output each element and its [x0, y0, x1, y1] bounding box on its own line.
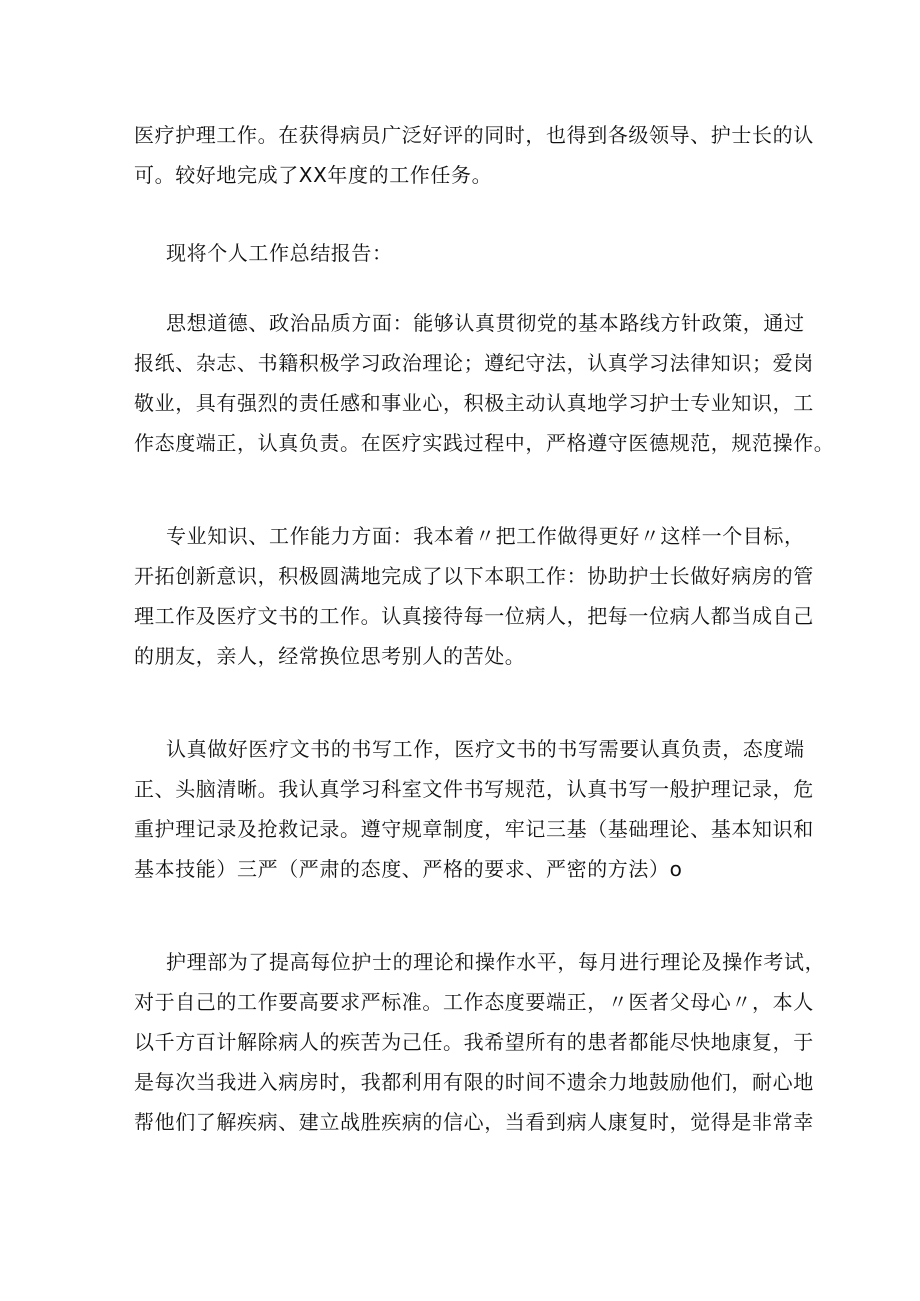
- text-line: 是每次当我进入病房时，我都利用有限的时间不遗余力地鼓励他们，耐心地: [134, 1070, 814, 1094]
- text-line: 现将个人工作总结报告：: [166, 241, 393, 265]
- paragraph-report-heading: [134, 233, 814, 273]
- text-line: 专业知识、工作能力方面：我本着〃把工作做得更好〃这样一个目标，: [166, 524, 805, 548]
- text-line: 正、头脑清晰。我认真学习科室文件书写规范，认真书写一般护理记录，危: [134, 777, 814, 801]
- text-line: 思想道德、政治品质方面：能够认真贯彻党的基本路线方针政策，通过: [166, 311, 805, 335]
- paragraph-medical-documents: [134, 729, 814, 889]
- text-line: 护理部为了提高每位护士的理论和操作水平，每月进行理论及操作考试，: [166, 950, 826, 974]
- text-line: 的朋友，亲人，经常换位思考别人的苦处。: [134, 644, 526, 668]
- paragraph-ideology: [134, 303, 835, 463]
- paragraph-nursing-department: [134, 942, 826, 1142]
- text-line: 作态度端正，认真负责。在医疗实践过程中，严格遵守医德规范，规范操作。: [134, 431, 835, 455]
- text-line: 认真做好医疗文书的书写工作，医疗文书的书写需要认真负责，态度端: [166, 737, 805, 761]
- text-line: 可。较好地完成了XX年度的工作任务。: [134, 163, 493, 187]
- paragraph-professional-skills: [134, 516, 814, 676]
- text-line: 对于自己的工作要高要求严标准。工作态度要端正，〃医者父母心〃，本人: [134, 990, 814, 1014]
- text-line: 医疗护理工作。在获得病员广泛好评的同时，也得到各级领导、护士长的认: [134, 123, 814, 147]
- paragraph-intro: [134, 115, 814, 195]
- text-line: 理工作及医疗文书的工作。认真接待每一位病人，把每一位病人都当成自己: [134, 604, 814, 628]
- text-line: 基本技能）三严（严肃的态度、严格的要求、严密的方法）o: [134, 857, 683, 881]
- text-line: 敬业，具有强烈的责任感和事业心，积极主动认真地学习护士专业知识，工: [134, 391, 814, 415]
- text-line: 重护理记录及抢救记录。遵守规章制度，牢记三基（基础理论、基本知识和: [134, 817, 814, 841]
- text-line: 帮他们了解疾病、建立战胜疾病的信心，当看到病人康复时，觉得是非常幸: [134, 1110, 814, 1134]
- text-line: 报纸、杂志、书籍积极学习政治理论；遵纪守法，认真学习法律知识；爱岗: [134, 351, 814, 375]
- text-line: 开拓创新意识，积极圆满地完成了以下本职工作：协助护士长做好病房的管: [134, 564, 814, 588]
- text-line: 以千方百计解除病人的疾苦为己任。我希望所有的患者都能尽快地康复，于: [134, 1030, 814, 1054]
